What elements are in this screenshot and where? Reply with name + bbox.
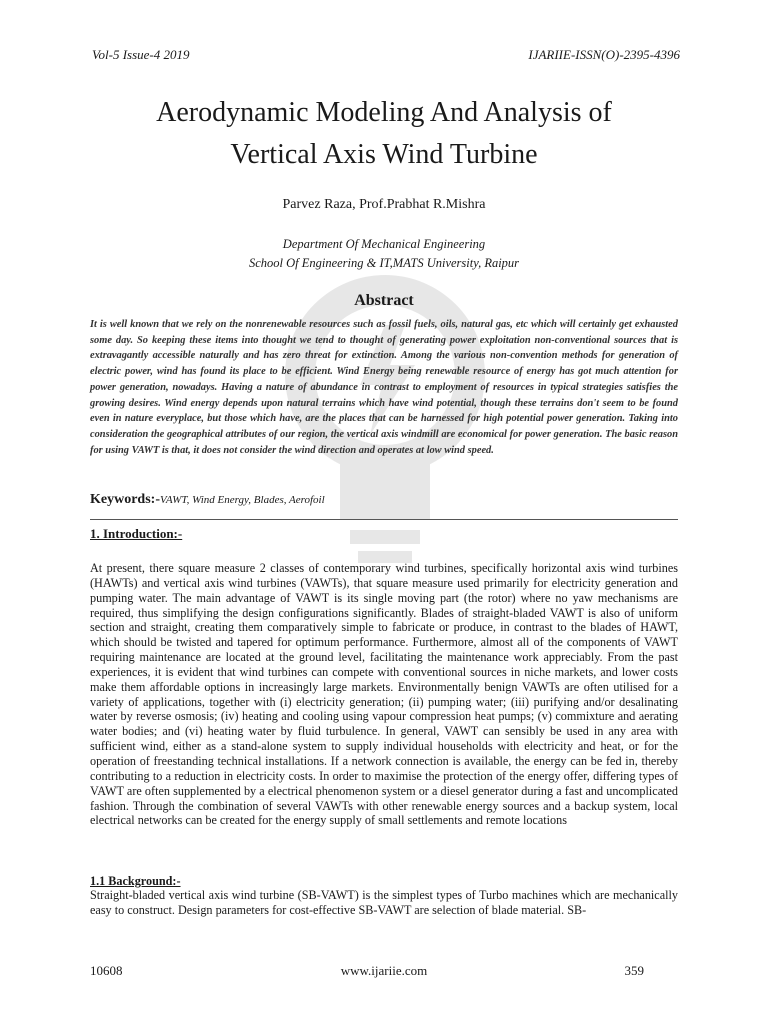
journal-volume: Vol-5 Issue-4 2019: [92, 47, 190, 62]
footer-paper-id: 10608: [90, 963, 123, 978]
background-heading: 1.1 Background:-: [90, 874, 181, 888]
introduction-text: At present, there square measure 2 classes of contemporary wind turbines, specifically horizontal axis wind turbines (HAWTs) and vertical axis wind turbines (VAWTs), that square measure used primarily for electricity generation and pumping water. The main advantage of VAWT is its single moving part (the rotor) where no yaw mechanisms are required, thus simplifying the design configurations significantly. Blades of straight-bladed VAWT is also of uniform section and straight, creating them comparatively simple to fabricate or produce, in contrast to the blades of HAWT, which should be twisted and tapered for optimum performance. Furthermore, almost all of the components of VAWT requiring maintenance are located at the ground level, facilitating the maintenance work appreciably. From the past experiences, it is evident that wind turbines can compete with conventional sources in niche markets, and lower costs make them affordable options in increasingly large markets. Environmentally benign VAWTs are often utilised for a variety of applications, together with (i) electricity generation; (ii) pumping water; (iii) purifying and/or desalinating water by reverse osmosis; (iv) heating and cooling using vapour compression heat pumps; (v) commixture and aerating water bodies; and (vi) heating water by fluid turbulence. In general, VAWT can sensibly be used in any area with sufficient wind, either as a stand-alone system to supply individual households with electricity and heat, or for the operation of freestanding technical installations. If a network connection is available, the energy can be fed in, thereby contributing to a reduction in electricity costs. In order to maximise the protection of the energy offer, differing types of VAWT are often supplemented by a electrical phenomenon system or a diesel generator during a fast and uncomplicated fashion. Through the combination of several VAWTs with other renewable energy sources and a backup system, local electrical networks can be created for the energy supply of small settlements and remote locations: [90, 561, 678, 828]
keywords-label: Keywords:-: [90, 492, 160, 507]
background-text: Straight-bladed vertical axis wind turbine (SB-VAWT) is the simplest types of Turbo machines which are mechanically easy to construct. Design parameters for cost-effective SB-VAWT are selection of blade material. SB-: [90, 888, 678, 917]
title-line-2: Vertical Axis Wind Turbine: [230, 139, 538, 170]
abstract-text: It is well known that we rely on the nonrenewable resources such as fossil fuels, oils, natural gas, etc which will certainly get exhausted some day. So keeping these items into thought we tend to thought of generating power exploitation non-conventional sources that is extravagantly accessible naturally and has zero threat for extinction. Among the various non-convention methods for generation of electric power, wind has found its place to be efficient. Wind Energy being renewable resource of energy has got much attention for power generation, nowadays. Having a nature of abundance in contrast to employment of resources in typical strategies satisfies the growing desires. Wind energy depends upon natural terrains which have wind potential, though these terrains don't seem to be found even in nature everyplace, but those which have, are the places that can be harnessed for high potential power generation. Taking into consideration the geographical attributes of our region, the vertical axis windmill are economical for power generation. The basic reason for using VAWT is that, it does not consider the wind direction and operates at low wind speed.: [90, 319, 678, 456]
affiliation: [0, 235, 768, 273]
keywords-value: VAWT, Wind Energy, Blades, Aerofoil: [160, 494, 325, 506]
journal-issn: IJARIIE-ISSN(O)-2395-4396: [528, 47, 680, 62]
footer-page-number: 359: [624, 963, 644, 978]
section-divider: [90, 519, 678, 520]
footer-website-link[interactable]: www.ijariie.com: [340, 963, 428, 978]
department: Department Of Mechanical Engineering: [282, 237, 486, 251]
title-line-1: Aerodynamic Modeling And Analysis of: [156, 97, 612, 128]
authors: Parvez Raza, Prof.Prabhat R.Mishra: [282, 197, 486, 212]
introduction-heading: 1. Introduction:-: [90, 526, 183, 541]
school: School Of Engineering & IT,MATS University, Raipur: [248, 256, 520, 270]
keywords: [90, 491, 325, 508]
paper-title: [80, 92, 688, 176]
abstract-heading: Abstract: [354, 292, 414, 309]
